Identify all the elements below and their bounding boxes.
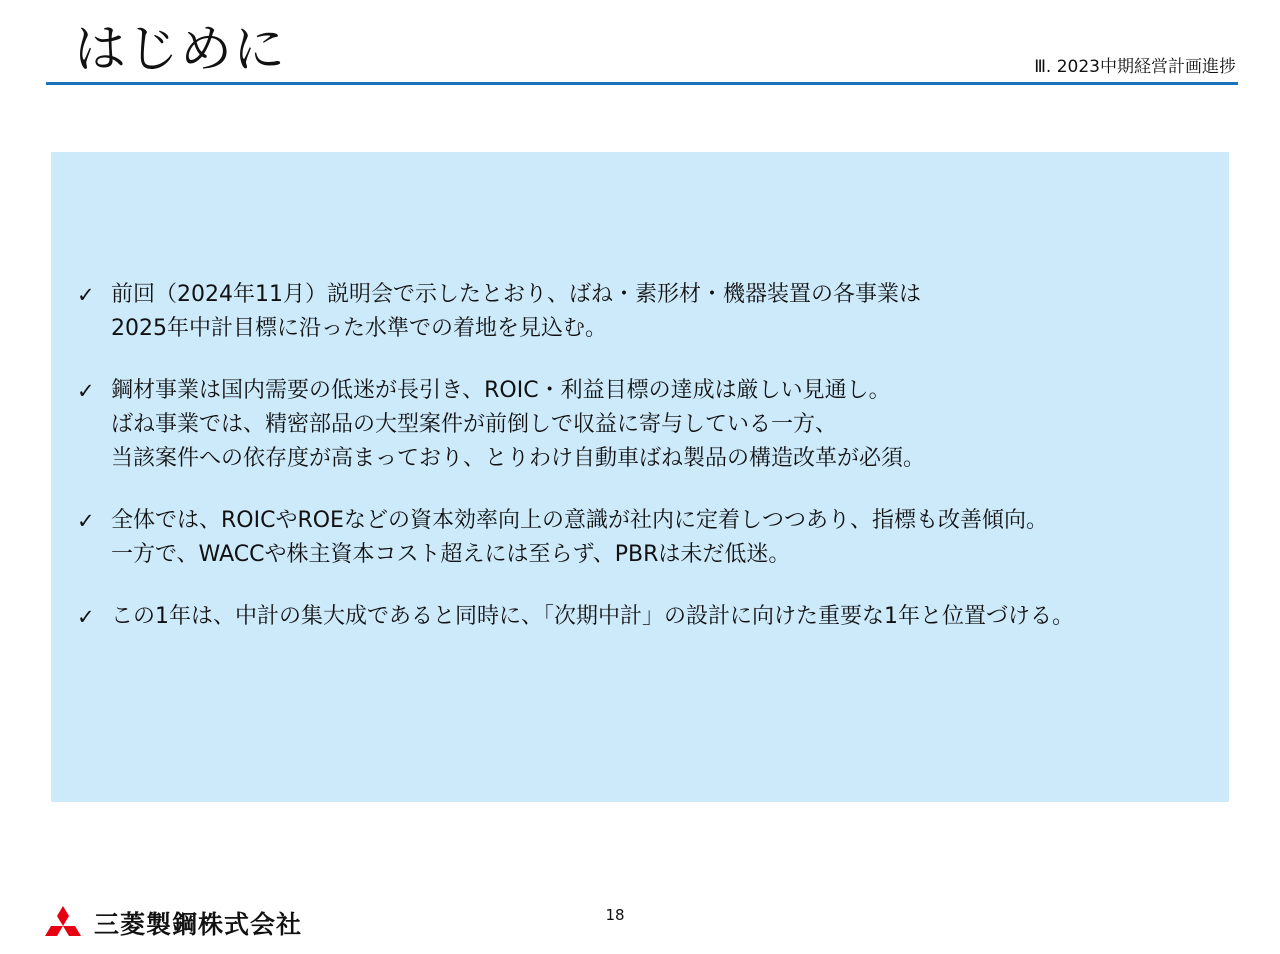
bullet-item [77, 278, 1217, 346]
page-number: 18 [605, 906, 625, 924]
company-logo [40, 904, 302, 946]
bullet-item [77, 504, 1217, 572]
bullet-text-line: 全体では、ROICやROEなどの資本効率向上の意識が社内に定着しつつあり、指標も改善傾向。 [111, 508, 1048, 533]
bullet-text-line: 鋼材事業は国内需要の低迷が長引き、ROIC・利益目標の達成は厳しい見通し。 [111, 378, 891, 403]
check-icon: ✓ [77, 509, 95, 533]
bullet-text-line: この1年は、中計の集大成であると同時に、「次期中計」の設計に向けた重要な1年と位置づける。 [111, 604, 1074, 629]
bullet-text-line: 前回（2024年11月）説明会で示したとおり、ばね・素形材・機器装置の各事業は [111, 282, 921, 307]
title-divider [46, 82, 1238, 85]
content-panel [51, 152, 1229, 802]
check-icon: ✓ [77, 605, 95, 629]
bullet-text-line: ばね事業では、精密部品の大型案件が前倒しで収益に寄与している一方、 [111, 412, 838, 437]
bullet-item [77, 600, 1217, 634]
check-icon: ✓ [77, 283, 95, 307]
section-label: Ⅲ. 2023中期経営計画進捗 [1034, 57, 1236, 77]
slide-title: はじめに [74, 20, 287, 80]
bullet-text-line: 当該案件への依存度が高まっており、とりわけ自動車ばね製品の構造改革が必須。 [111, 446, 926, 471]
company-name: 三菱製鋼株式会社 [94, 910, 303, 939]
check-icon: ✓ [77, 379, 95, 403]
bullet-text-line: 2025年中計目標に沿った水準での着地を見込む。 [111, 316, 607, 341]
bullet-list [77, 278, 1217, 662]
bullet-item [77, 374, 1217, 476]
bullet-text-line: 一方で、WACCや株主資本コスト超えには至らず、PBRは未だ低迷。 [111, 542, 791, 567]
mitsubishi-three-diamonds-icon [40, 905, 86, 945]
